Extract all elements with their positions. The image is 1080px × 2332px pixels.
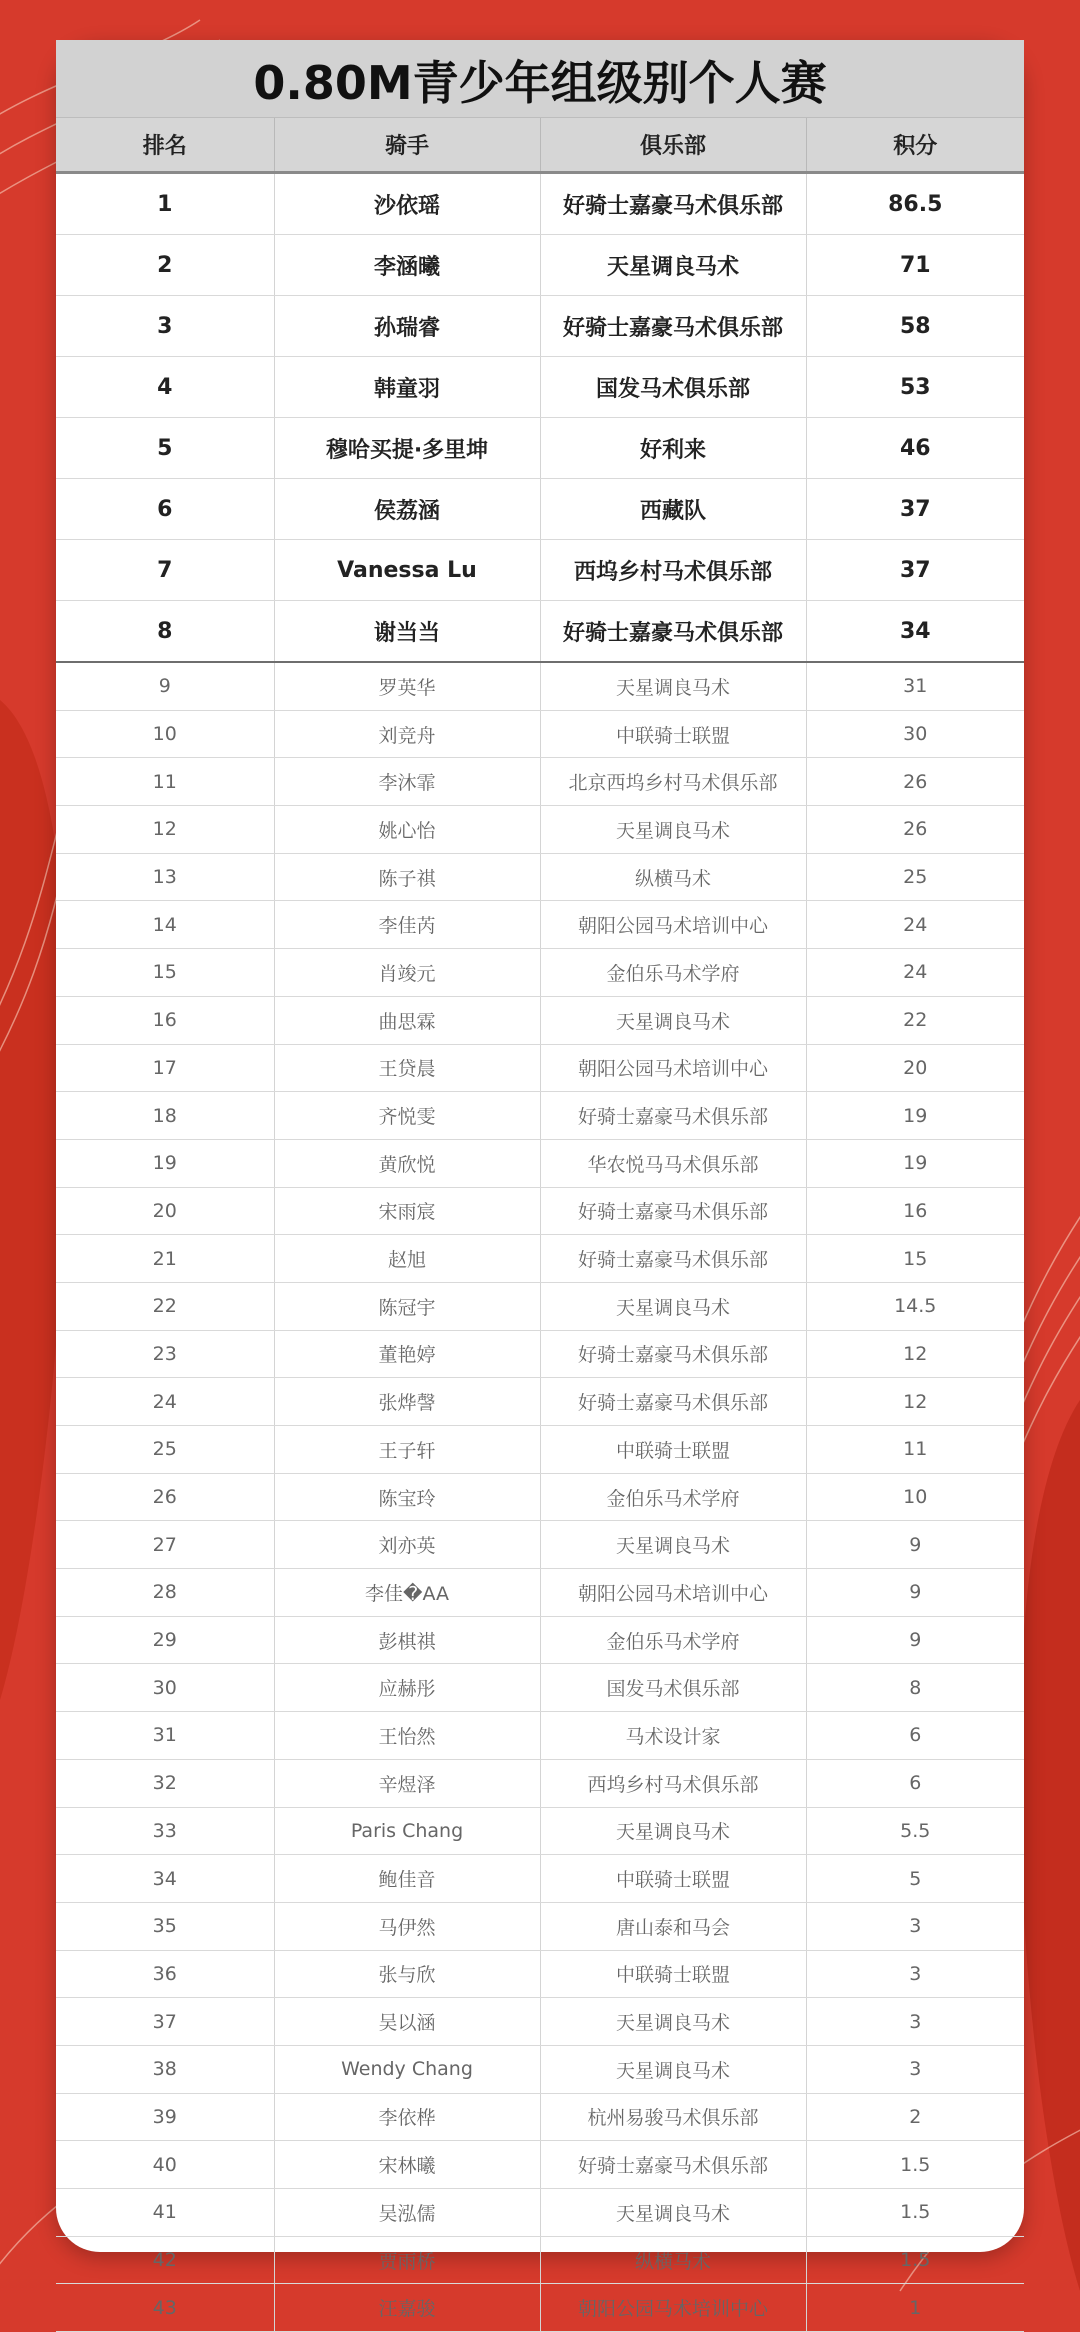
points-cell: 11: [806, 1426, 1024, 1474]
club-cell: 好骑士嘉豪马术俱乐部: [540, 173, 806, 235]
rider-cell: Vanessa Lu: [274, 540, 540, 601]
points-cell: 37: [806, 540, 1024, 601]
rank-cell: 43: [56, 2284, 274, 2332]
rank-cell: 38: [56, 2045, 274, 2093]
rider-cell: 张与欣: [274, 1950, 540, 1998]
points-cell: 46: [806, 418, 1024, 479]
points-cell: 1.5: [806, 2189, 1024, 2237]
points-cell: 25: [806, 853, 1024, 901]
club-cell: 朝阳公园马术培训中心: [540, 901, 806, 949]
points-cell: 12: [806, 1378, 1024, 1426]
rider-cell: 李佳�AA: [274, 1569, 540, 1617]
table-row: [56, 2093, 1024, 2141]
rider-cell: 谢当当: [274, 601, 540, 663]
club-cell: 天星调良马术: [540, 2189, 806, 2237]
club-cell: 金伯乐马术学府: [540, 1473, 806, 1521]
table-body: [56, 173, 1024, 2332]
table-row: [56, 853, 1024, 901]
rank-cell: 39: [56, 2093, 274, 2141]
table-row: [56, 235, 1024, 296]
rider-cell: 李涵曦: [274, 235, 540, 296]
club-cell: 西藏队: [540, 479, 806, 540]
table-row: [56, 949, 1024, 997]
rider-cell: 鲍佳音: [274, 1855, 540, 1903]
points-cell: 16: [806, 1187, 1024, 1235]
table-row: [56, 1521, 1024, 1569]
rank-cell: 8: [56, 601, 274, 663]
points-cell: 53: [806, 357, 1024, 418]
rider-cell: 宋雨宸: [274, 1187, 540, 1235]
rider-cell: 王贷晨: [274, 1044, 540, 1092]
table-row: [56, 1616, 1024, 1664]
points-cell: 5: [806, 1855, 1024, 1903]
rank-cell: 15: [56, 949, 274, 997]
club-cell: 朝阳公园马术培训中心: [540, 1569, 806, 1617]
rider-cell: 黄欣悦: [274, 1139, 540, 1187]
club-cell: 好骑士嘉豪马术俱乐部: [540, 1378, 806, 1426]
points-cell: 3: [806, 1998, 1024, 2046]
rank-cell: 35: [56, 1902, 274, 1950]
points-cell: 22: [806, 996, 1024, 1044]
rank-cell: 41: [56, 2189, 274, 2237]
rider-cell: 王怡然: [274, 1712, 540, 1760]
rider-cell: 陈冠宇: [274, 1282, 540, 1330]
page-title: 0.80M青少年组级别个人赛: [56, 40, 1024, 118]
club-cell: 天星调良马术: [540, 1282, 806, 1330]
club-cell: 中联骑士联盟: [540, 710, 806, 758]
club-cell: 天星调良马术: [540, 1807, 806, 1855]
table-header-row: [56, 118, 1024, 173]
rank-cell: 14: [56, 901, 274, 949]
points-cell: 71: [806, 235, 1024, 296]
table-row: [56, 2045, 1024, 2093]
club-cell: 天星调良马术: [540, 1521, 806, 1569]
rank-cell: 21: [56, 1235, 274, 1283]
table-row: [56, 1378, 1024, 1426]
club-cell: 天星调良马术: [540, 662, 806, 710]
rank-cell: 22: [56, 1282, 274, 1330]
club-cell: 中联骑士联盟: [540, 1426, 806, 1474]
rider-cell: 彭棋祺: [274, 1616, 540, 1664]
rank-cell: 4: [56, 357, 274, 418]
club-cell: 好骑士嘉豪马术俱乐部: [540, 1330, 806, 1378]
points-cell: 24: [806, 901, 1024, 949]
rank-cell: 31: [56, 1712, 274, 1760]
club-cell: 朝阳公园马术培训中心: [540, 2284, 806, 2332]
rank-cell: 10: [56, 710, 274, 758]
points-cell: 24: [806, 949, 1024, 997]
rank-cell: 37: [56, 1998, 274, 2046]
rider-cell: 肖竣元: [274, 949, 540, 997]
club-cell: 马术设计家: [540, 1712, 806, 1760]
table-row: [56, 418, 1024, 479]
table-row: [56, 996, 1024, 1044]
rider-cell: 李依桦: [274, 2093, 540, 2141]
rank-cell: 20: [56, 1187, 274, 1235]
club-cell: 好骑士嘉豪马术俱乐部: [540, 296, 806, 357]
table-row: [56, 710, 1024, 758]
table-row: [56, 2236, 1024, 2284]
club-cell: 纵横马术: [540, 853, 806, 901]
table-row: [56, 1044, 1024, 1092]
ranking-table: [56, 118, 1024, 2332]
club-cell: 华农悦马马术俱乐部: [540, 1139, 806, 1187]
club-cell: 金伯乐马术学府: [540, 949, 806, 997]
points-cell: 6: [806, 1712, 1024, 1760]
rank-cell: 23: [56, 1330, 274, 1378]
table-row: [56, 296, 1024, 357]
rider-cell: 侯荔涵: [274, 479, 540, 540]
table-row: [56, 601, 1024, 663]
rider-cell: Wendy Chang: [274, 2045, 540, 2093]
table-row: [56, 2141, 1024, 2189]
rank-cell: 6: [56, 479, 274, 540]
rank-cell: 42: [56, 2236, 274, 2284]
points-cell: 9: [806, 1569, 1024, 1617]
rider-cell: 沙依瑶: [274, 173, 540, 235]
table-row: [56, 1807, 1024, 1855]
table-row: [56, 1330, 1024, 1378]
table-row: [56, 1092, 1024, 1140]
rider-cell: 张烨謦: [274, 1378, 540, 1426]
table-row: [56, 1473, 1024, 1521]
rank-cell: 26: [56, 1473, 274, 1521]
header-rank: 排名: [56, 118, 274, 173]
club-cell: 纵横马术: [540, 2236, 806, 2284]
points-cell: 9: [806, 1521, 1024, 1569]
rank-cell: 5: [56, 418, 274, 479]
club-cell: 天星调良马术: [540, 996, 806, 1044]
rider-cell: 吴泓儒: [274, 2189, 540, 2237]
table-row: [56, 540, 1024, 601]
rider-cell: 陈宝玲: [274, 1473, 540, 1521]
rank-cell: 36: [56, 1950, 274, 1998]
points-cell: 26: [806, 806, 1024, 854]
points-cell: 31: [806, 662, 1024, 710]
table-row: [56, 357, 1024, 418]
club-cell: 金伯乐马术学府: [540, 1616, 806, 1664]
rank-cell: 3: [56, 296, 274, 357]
club-cell: 国发马术俱乐部: [540, 1664, 806, 1712]
table-row: [56, 2189, 1024, 2237]
rider-cell: 汪嘉骏: [274, 2284, 540, 2332]
table-row: [56, 806, 1024, 854]
table-row: [56, 1759, 1024, 1807]
rank-cell: 1: [56, 173, 274, 235]
points-cell: 9: [806, 1616, 1024, 1664]
table-row: [56, 901, 1024, 949]
rider-cell: 王子轩: [274, 1426, 540, 1474]
club-cell: 天星调良马术: [540, 806, 806, 854]
points-cell: 3: [806, 1950, 1024, 1998]
points-cell: 26: [806, 758, 1024, 806]
rank-cell: 18: [56, 1092, 274, 1140]
club-cell: 好骑士嘉豪马术俱乐部: [540, 1187, 806, 1235]
club-cell: 好骑士嘉豪马术俱乐部: [540, 1235, 806, 1283]
rider-cell: 刘亦英: [274, 1521, 540, 1569]
table-row: [56, 173, 1024, 235]
points-cell: 8: [806, 1664, 1024, 1712]
rank-cell: 19: [56, 1139, 274, 1187]
rider-cell: 马伊然: [274, 1902, 540, 1950]
rank-cell: 40: [56, 2141, 274, 2189]
points-cell: 20: [806, 1044, 1024, 1092]
points-cell: 30: [806, 710, 1024, 758]
club-cell: 中联骑士联盟: [540, 1950, 806, 1998]
club-cell: 天星调良马术: [540, 2045, 806, 2093]
club-cell: 杭州易骏马术俱乐部: [540, 2093, 806, 2141]
club-cell: 好骑士嘉豪马术俱乐部: [540, 601, 806, 663]
rider-cell: 刘竞舟: [274, 710, 540, 758]
rank-cell: 25: [56, 1426, 274, 1474]
points-cell: 37: [806, 479, 1024, 540]
club-cell: 西坞乡村马术俱乐部: [540, 1759, 806, 1807]
club-cell: 朝阳公园马术培训中心: [540, 1044, 806, 1092]
rank-cell: 24: [56, 1378, 274, 1426]
header-club: 俱乐部: [540, 118, 806, 173]
rider-cell: Paris Chang: [274, 1807, 540, 1855]
club-cell: 北京西坞乡村马术俱乐部: [540, 758, 806, 806]
table-row: [56, 1426, 1024, 1474]
rank-cell: 29: [56, 1616, 274, 1664]
rider-cell: 陈子祺: [274, 853, 540, 901]
rank-cell: 12: [56, 806, 274, 854]
rider-cell: 应赫彤: [274, 1664, 540, 1712]
points-cell: 19: [806, 1139, 1024, 1187]
points-cell: 1.5: [806, 2236, 1024, 2284]
table-row: [56, 1950, 1024, 1998]
table-row: [56, 1902, 1024, 1950]
club-cell: 中联骑士联盟: [540, 1855, 806, 1903]
table-row: [56, 1235, 1024, 1283]
rider-cell: 辛煜泽: [274, 1759, 540, 1807]
table-row: [56, 1855, 1024, 1903]
club-cell: 西坞乡村马术俱乐部: [540, 540, 806, 601]
rider-cell: 韩童羽: [274, 357, 540, 418]
table-row: [56, 758, 1024, 806]
rank-cell: 7: [56, 540, 274, 601]
rider-cell: 曲思霖: [274, 996, 540, 1044]
rider-cell: 吴以涵: [274, 1998, 540, 2046]
rider-cell: 李沐霏: [274, 758, 540, 806]
rank-cell: 33: [56, 1807, 274, 1855]
points-cell: 12: [806, 1330, 1024, 1378]
rank-cell: 16: [56, 996, 274, 1044]
header-points: 积分: [806, 118, 1024, 173]
rank-cell: 2: [56, 235, 274, 296]
table-row: [56, 1664, 1024, 1712]
points-cell: 34: [806, 601, 1024, 663]
table-row: [56, 1712, 1024, 1760]
rider-cell: 孙瑞睿: [274, 296, 540, 357]
table-row: [56, 662, 1024, 710]
points-cell: 2: [806, 2093, 1024, 2141]
points-cell: 14.5: [806, 1282, 1024, 1330]
rider-cell: 赵旭: [274, 1235, 540, 1283]
points-cell: 10: [806, 1473, 1024, 1521]
points-cell: 5.5: [806, 1807, 1024, 1855]
points-cell: 3: [806, 1902, 1024, 1950]
rider-cell: 董艳婷: [274, 1330, 540, 1378]
rank-cell: 13: [56, 853, 274, 901]
rank-cell: 9: [56, 662, 274, 710]
points-cell: 1.5: [806, 2141, 1024, 2189]
table-row: [56, 1139, 1024, 1187]
rider-cell: 姚心怡: [274, 806, 540, 854]
club-cell: 国发马术俱乐部: [540, 357, 806, 418]
points-cell: 15: [806, 1235, 1024, 1283]
table-row: [56, 1569, 1024, 1617]
points-cell: 6: [806, 1759, 1024, 1807]
club-cell: 好利来: [540, 418, 806, 479]
table-row: [56, 1998, 1024, 2046]
rank-cell: 11: [56, 758, 274, 806]
rank-cell: 17: [56, 1044, 274, 1092]
ranking-card: [56, 40, 1024, 2321]
table-row: [56, 2284, 1024, 2332]
table-row: [56, 479, 1024, 540]
rider-cell: 罗英华: [274, 662, 540, 710]
rank-cell: 27: [56, 1521, 274, 1569]
rider-cell: 贾雨桥: [274, 2236, 540, 2284]
club-cell: 唐山泰和马会: [540, 1902, 806, 1950]
points-cell: 58: [806, 296, 1024, 357]
points-cell: 19: [806, 1092, 1024, 1140]
rank-cell: 32: [56, 1759, 274, 1807]
club-cell: 好骑士嘉豪马术俱乐部: [540, 2141, 806, 2189]
rider-cell: 宋林曦: [274, 2141, 540, 2189]
points-cell: 1: [806, 2284, 1024, 2332]
club-cell: 好骑士嘉豪马术俱乐部: [540, 1092, 806, 1140]
header-rider: 骑手: [274, 118, 540, 173]
rider-cell: 李佳芮: [274, 901, 540, 949]
club-cell: 天星调良马术: [540, 1998, 806, 2046]
rider-cell: 齐悦雯: [274, 1092, 540, 1140]
rank-cell: 30: [56, 1664, 274, 1712]
rider-cell: 穆哈买提·多里坤: [274, 418, 540, 479]
rank-cell: 34: [56, 1855, 274, 1903]
points-cell: 3: [806, 2045, 1024, 2093]
table-row: [56, 1187, 1024, 1235]
points-cell: 86.5: [806, 173, 1024, 235]
table-row: [56, 1282, 1024, 1330]
club-cell: 天星调良马术: [540, 235, 806, 296]
rank-cell: 28: [56, 1569, 274, 1617]
